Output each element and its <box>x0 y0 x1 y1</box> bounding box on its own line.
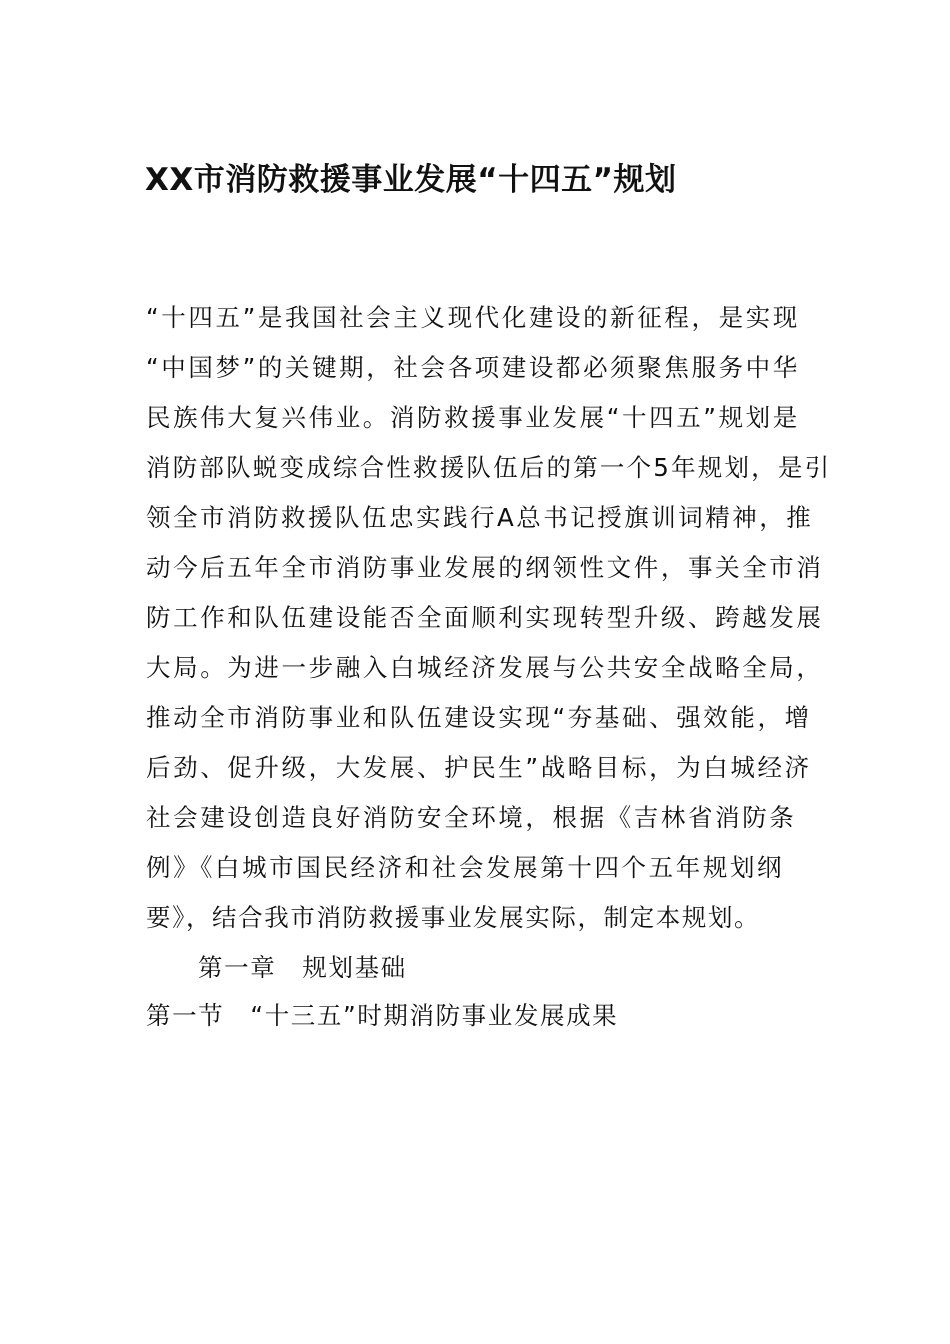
paragraph-line: “中国梦”的关键期，社会各项建设都必须聚焦服务中华 <box>146 353 800 382</box>
paragraph-line: “十四五”是我国社会主义现代化建设的新征程，是实现 <box>146 303 800 332</box>
paragraph-line: 领全市消防救援队伍忠实践行A总书记授旗训词精神，推 <box>146 503 814 532</box>
paragraph-line: 例》《白城市国民经济和社会发展第十四个五年规划纲 <box>146 853 785 882</box>
paragraph-line: 大局。为进一步融入白城经济发展与公共安全战略全局， <box>146 653 824 682</box>
paragraph-line: 动今后五年全市消防事业发展的纲领性文件，事关全市消 <box>146 553 824 582</box>
paragraph-line: 社会建设创造良好消防安全环境，根据《吉林省消防条 <box>146 803 797 832</box>
paragraph-line: 要》，结合我市消防救援事业发展实际，制定本规划。 <box>146 903 761 932</box>
chapter-heading: 第一章 规划基础 <box>198 953 407 982</box>
section-heading: 第一节 “十三五”时期消防事业发展成果 <box>146 1001 619 1030</box>
paragraph-line: 消防部队蜕变成综合性救援队伍后的第一个5年规划，是引 <box>146 453 832 482</box>
paragraph-line: 推动全市消防事业和队伍建设实现“夯基础、强效能，增 <box>146 703 812 732</box>
paragraph-line: 防工作和队伍建设能否全面顺利实现转型升级、跨越发展 <box>146 603 824 632</box>
document-title: XX市消防救援事业发展“十四五”规划 <box>145 162 677 198</box>
paragraph-line: 民族伟大复兴伟业。消防救援事业发展“十四五”规划是 <box>146 403 800 432</box>
paragraph-line: 后劲、促升级，大发展、护民生”战略目标，为白城经济 <box>146 753 812 782</box>
